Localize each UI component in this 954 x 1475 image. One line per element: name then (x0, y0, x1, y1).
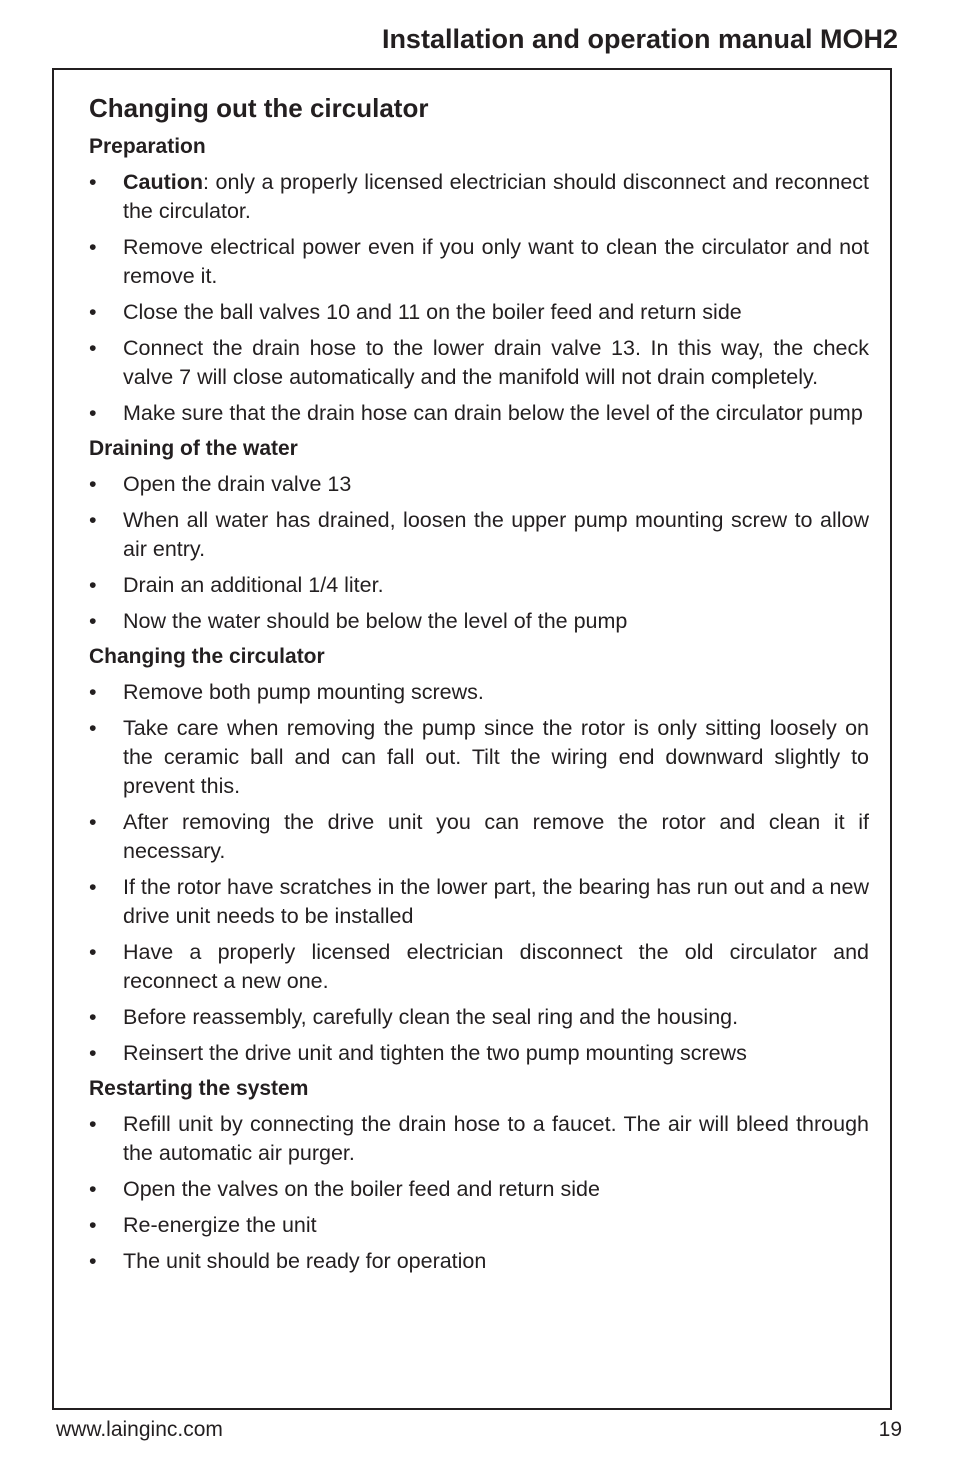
list-item: • Now the water should be below the level of the pump (89, 607, 869, 636)
bullet-icon: • (89, 716, 97, 740)
list-item: • After removing the drive unit you can remove the rotor and clean it if necessary. (89, 810, 869, 863)
list-item: • Reinsert the drive unit and tighten the two pump mounting screws (89, 1039, 869, 1068)
bullet-icon: • (89, 472, 97, 496)
list-item: • Open the valves on the boiler feed and return side (89, 1175, 869, 1204)
list-item: • The unit should be ready for operation (89, 1247, 869, 1276)
subheading-preparation: Preparation (89, 135, 206, 158)
bullet-icon: • (89, 300, 97, 324)
list-item: • Before reassembly, carefully clean the seal ring and the housing. (89, 1003, 869, 1032)
bullet-icon: • (89, 401, 97, 425)
list-item: • When all water has drained, loosen the upper pump mounting screw to allow air entry. (89, 508, 869, 561)
caution-label: Caution (123, 170, 204, 194)
list-draining (89, 470, 869, 636)
bullet-icon: • (89, 810, 97, 834)
list-item: • Have a properly licensed electrician disconnect the old circulator and reconnect a new one. (89, 940, 869, 993)
page-header-title: Installation and operation manual MOH2 (381, 24, 898, 54)
bullet-icon: • (89, 609, 97, 633)
bullet-icon: • (89, 1005, 97, 1029)
bullet-icon: • (89, 508, 97, 532)
subheading-draining: Draining of the water (89, 437, 298, 460)
section-title: Changing out the circulator (89, 93, 429, 123)
list-item: • Refill unit by connecting the drain hose to a faucet. The air will bleed through the automatic air purger. (89, 1112, 869, 1165)
bullet-icon: • (89, 235, 97, 259)
page-number: 19 (878, 1418, 902, 1441)
list-item: • Remove electrical power even if you only want to clean the circulator and not remove it. (89, 235, 869, 288)
list-item: • Re-energize the unit (89, 1211, 869, 1240)
list-restarting (89, 1110, 869, 1276)
list-changing (89, 678, 869, 1068)
content-frame (52, 68, 892, 1410)
bullet-icon: • (89, 336, 97, 360)
caution-text: : only a properly licensed electrician should disconnect and reconnect the circulator. (123, 170, 869, 223)
bullet-icon: • (89, 940, 97, 964)
list-item: • Close the ball valves 10 and 11 on the boiler feed and return side (89, 298, 869, 327)
bullet-icon: • (89, 573, 97, 597)
subheading-changing: Changing the circulator (89, 645, 325, 668)
bullet-icon: • (89, 1213, 97, 1237)
list-item (89, 168, 869, 226)
bullet-icon: • (89, 1041, 97, 1065)
list-item: • If the rotor have scratches in the lower part, the bearing has run out and a new drive unit needs to be installed (89, 875, 869, 928)
content (89, 92, 869, 1284)
bullet-icon: • (89, 1249, 97, 1273)
footer-website-link[interactable]: www.lainginc.com (56, 1418, 223, 1441)
list-item: • Make sure that the drain hose can drain below the level of the circulator pump (89, 399, 869, 428)
bullet-icon: • (89, 170, 97, 194)
list-item: • Take care when removing the pump since the rotor is only sitting loosely on the ceramic ball and can fall out. Tilt the wiring end downward slightly to prevent this. (89, 716, 869, 798)
list-item: • Open the drain valve 13 (89, 470, 869, 499)
list-item: • Remove both pump mounting screws. (89, 678, 869, 707)
subheading-restarting: Restarting the system (89, 1077, 309, 1100)
bullet-icon: • (89, 875, 97, 899)
list-preparation (89, 168, 869, 428)
bullet-icon: • (89, 680, 97, 704)
bullet-icon: • (89, 1177, 97, 1201)
list-item: • Drain an additional 1/4 liter. (89, 571, 869, 600)
bullet-icon: • (89, 1112, 97, 1136)
list-item: • Connect the drain hose to the lower drain valve 13. In this way, the check valve 7 will close automatically and the manifold will not drain completely. (89, 336, 869, 389)
